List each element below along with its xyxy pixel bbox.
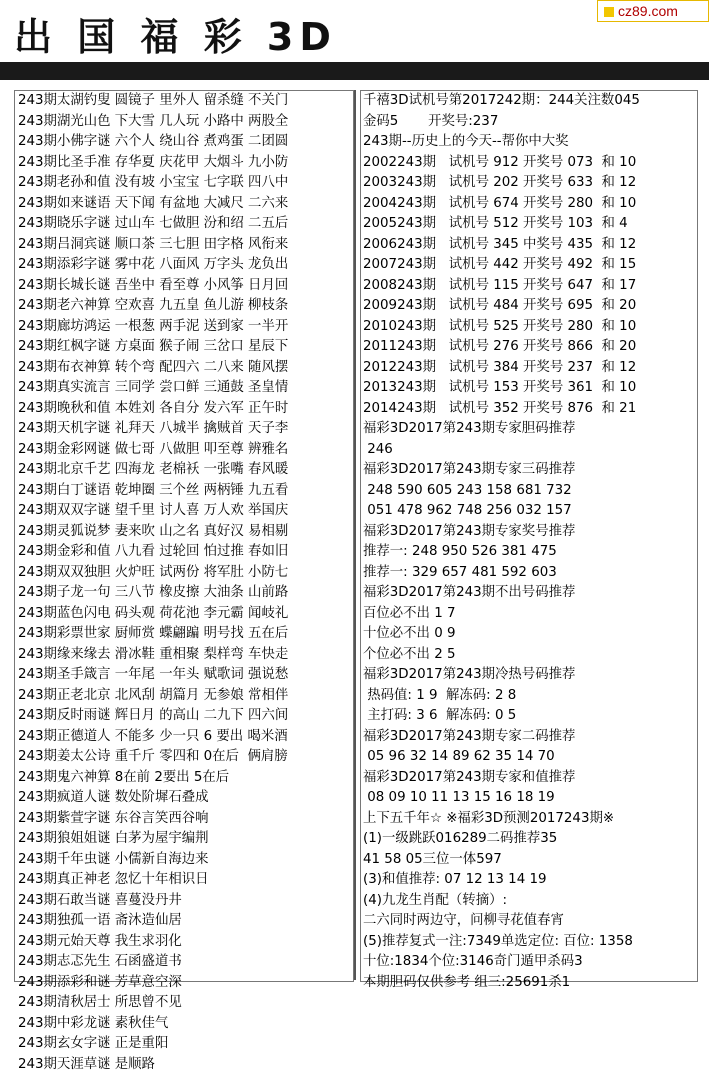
- riddle-line: 243期金彩和值 八九看 过轮回 怕过推 春如旧: [15, 542, 353, 563]
- riddle-line: 243期灵狐说梦 妻来吹 山之名 真好汉 易相剔: [15, 522, 353, 543]
- prediction-line: 2007243期 试机号 442 开奖号 492 和 15: [361, 255, 697, 276]
- prediction-line: 福彩3D2017第243期专家和值推荐: [361, 768, 697, 789]
- riddle-line: 243期天机字谜 礼拜天 八城半 擒贼首 天子李: [15, 419, 353, 440]
- prediction-line: 2004243期 试机号 674 开奖号 280 和 10: [361, 194, 697, 215]
- prediction-line: 福彩3D2017第243期专家奖号推荐: [361, 522, 697, 543]
- riddle-line: 243期彩票世家 厨师赏 蝶翩蹁 明号找 五在后: [15, 624, 353, 645]
- prediction-line: 08 09 10 11 13 15 16 18 19: [361, 788, 697, 809]
- riddle-line: 243期元始天尊 我生求羽化: [15, 932, 353, 953]
- logo-square-icon: [604, 7, 614, 17]
- prediction-line: 2010243期 试机号 525 开奖号 280 和 10: [361, 317, 697, 338]
- riddle-line: 243期双双字谜 望千里 讨人喜 万人欢 举国庆: [15, 501, 353, 522]
- riddle-line: 243期子龙一句 三八节 橡皮擦 大油条 山前路: [15, 583, 353, 604]
- prediction-panel: [360, 90, 698, 982]
- prediction-line: 福彩3D2017第243期专家胆码推荐: [361, 419, 697, 440]
- watermark-text: cz89.com: [618, 3, 678, 19]
- riddle-line: 243期真正神老 忽忆十年相识日: [15, 870, 353, 891]
- prediction-line: 推荐一: 329 657 481 592 603: [361, 563, 697, 584]
- riddle-line: 243期圣手箴言 一年尾 一年头 赋歌词 强说愁: [15, 665, 353, 686]
- prediction-line: 主打码: 3 6 解冻码: 0 5: [361, 706, 697, 727]
- column-divider: [354, 90, 356, 980]
- prediction-line: 福彩3D2017第243期冷热号码推荐: [361, 665, 697, 686]
- riddle-list-panel: [14, 90, 354, 982]
- riddle-line: 243期中彩龙谜 素秋佳气: [15, 1014, 353, 1035]
- riddle-line: 243期布衣神算 转个弯 配四六 二八来 随风摆: [15, 358, 353, 379]
- riddle-line: 243期小佛字谜 六个人 绕山谷 煮鸡蛋 二团圆: [15, 132, 353, 153]
- riddle-line: 243期蓝色闪电 码头观 荷花池 李元霸 闻岐礼: [15, 604, 353, 625]
- riddle-line: 243期晓乐字谜 过山车 七做胆 汾和绍 二五后: [15, 214, 353, 235]
- page-title: 出 国 福 彩 3D: [14, 14, 337, 60]
- prediction-line: 2013243期 试机号 153 开奖号 361 和 10: [361, 378, 697, 399]
- riddle-line: 243期清秋居士 所思曾不见: [15, 993, 353, 1014]
- prediction-line: 243期--历史上的今天--帮你中大奖: [361, 132, 697, 153]
- prediction-line: 金码5 开奖号:237: [361, 112, 697, 133]
- prediction-line: 2008243期 试机号 115 开奖号 647 和 17: [361, 276, 697, 297]
- riddle-line: 243期正老北京 北风刮 胡篇月 无参娘 常相伴: [15, 686, 353, 707]
- prediction-line: 248 590 605 243 158 681 732: [361, 481, 697, 502]
- riddle-line: 243期湖光山色 下大雪 几人玩 小路中 两股全: [15, 112, 353, 133]
- header-divider: [0, 62, 709, 80]
- riddle-line: 243期红枫字谜 方桌面 猴子闹 三岔口 星辰下: [15, 337, 353, 358]
- prediction-line: 十位:1834个位:3146奇门遁甲杀码3: [361, 952, 697, 973]
- riddle-line: 243期如来谜语 天下闻 有盆地 大减尺 二六来: [15, 194, 353, 215]
- riddle-line: 243期狼姐姐谜 白茅为屋宇编荆: [15, 829, 353, 850]
- riddle-line: 243期比圣手准 存华夏 庆花甲 大烟斗 九小防: [15, 153, 353, 174]
- riddle-line: 243期正德道人 不能多 少一只 6 要出 喝米酒: [15, 727, 353, 748]
- prediction-line: 2012243期 试机号 384 开奖号 237 和 12: [361, 358, 697, 379]
- prediction-line: 二六同时两边守，问柳寻花值春宵: [361, 911, 697, 932]
- riddle-line: 243期吕洞宾谜 顺口茶 三七胆 田字格 风衔来: [15, 235, 353, 256]
- riddle-line: 243期姜太公诗 重千斤 零四和 0在后 俩肩膀: [15, 747, 353, 768]
- prediction-line: 2002243期 试机号 912 开奖号 073 和 10: [361, 153, 697, 174]
- riddle-line: 243期玄女字谜 正是重阳: [15, 1034, 353, 1055]
- riddle-line: 243期晚秋和值 本姓刘 各自分 发六军 正午时: [15, 399, 353, 420]
- prediction-line: (1)一级跳跃016289二码推荐35: [361, 829, 697, 850]
- riddle-line: 243期天涯草谜 是顺路: [15, 1055, 353, 1075]
- riddle-line: 243期紫萱字谜 东谷言笑西谷响: [15, 809, 353, 830]
- riddle-line: 243期双双独胆 火炉旺 试两份 将军肚 小防七: [15, 563, 353, 584]
- prediction-line: 2014243期 试机号 352 开奖号 876 和 21: [361, 399, 697, 420]
- riddle-line: 243期太湖钓叟 圆镜子 里外人 留杀缝 不关门: [15, 91, 353, 112]
- prediction-line: 2006243期 试机号 345 中奖号 435 和 12: [361, 235, 697, 256]
- prediction-line: (5)推荐复式一注:7349单选定位: 百位: 1358: [361, 932, 697, 953]
- prediction-line: (3)和值推荐: 07 12 13 14 19: [361, 870, 697, 891]
- prediction-line: (4)九龙生肖配（转摘）:: [361, 891, 697, 912]
- prediction-line: 上下五千年☆ ※福彩3D预测2017243期※: [361, 809, 697, 830]
- prediction-line: 千禧3D试机号第2017242期：244关注数045: [361, 91, 697, 112]
- prediction-line: 2009243期 试机号 484 开奖号 695 和 20: [361, 296, 697, 317]
- riddle-line: 243期添彩和谜 芳草意空深: [15, 973, 353, 994]
- riddle-line: 243期志忑先生 石函盛道书: [15, 952, 353, 973]
- riddle-line: 243期老孙和值 没有坡 小宝宝 七字联 四八中: [15, 173, 353, 194]
- riddle-line: 243期鬼六神算 8在前 2要出 5在后: [15, 768, 353, 789]
- riddle-line: 243期石敢当谜 喜蔓没丹井: [15, 891, 353, 912]
- prediction-line: 推荐一: 248 950 526 381 475: [361, 542, 697, 563]
- prediction-line: 福彩3D2017第243期不出号码推荐: [361, 583, 697, 604]
- prediction-line: 个位必不出 2 5: [361, 645, 697, 666]
- prediction-line: 福彩3D2017第243期专家二码推荐: [361, 727, 697, 748]
- riddle-line: 243期真实流言 三同学 尝口鲜 三通鼓 圣皇情: [15, 378, 353, 399]
- riddle-line: 243期独孤一语 斋沐造仙居: [15, 911, 353, 932]
- prediction-line: 百位必不出 1 7: [361, 604, 697, 625]
- riddle-line: 243期北京千艺 四海龙 老棉袄 一张嘴 春风暖: [15, 460, 353, 481]
- riddle-line: 243期白丁谜语 乾坤圈 三个丝 两柄锤 九五看: [15, 481, 353, 502]
- prediction-line: 051 478 962 748 256 032 157: [361, 501, 697, 522]
- prediction-line: 2005243期 试机号 512 开奖号 103 和 4: [361, 214, 697, 235]
- prediction-line: 05 96 32 14 89 62 35 14 70: [361, 747, 697, 768]
- riddle-line: 243期老六神算 空欢喜 九五皇 鱼儿游 柳枝条: [15, 296, 353, 317]
- prediction-line: 本期胆码仅供参考 组三:25691杀1: [361, 973, 697, 994]
- riddle-line: 243期廊坊鸿运 一根葱 两手泥 送到家 一半开: [15, 317, 353, 338]
- site-watermark: [597, 0, 709, 22]
- prediction-line: 福彩3D2017第243期专家三码推荐: [361, 460, 697, 481]
- prediction-line: 十位必不出 0 9: [361, 624, 697, 645]
- riddle-line: 243期千年虫谜 小儒新自海边来: [15, 850, 353, 871]
- prediction-line: 2011243期 试机号 276 开奖号 866 和 20: [361, 337, 697, 358]
- prediction-line: 热码值: 1 9 解冻码: 2 8: [361, 686, 697, 707]
- riddle-line: 243期长城长谜 吾坐中 看至尊 小风筝 日月回: [15, 276, 353, 297]
- prediction-line: 246: [361, 440, 697, 461]
- riddle-line: 243期反时雨谜 辉日月 的高山 二九下 四六间: [15, 706, 353, 727]
- riddle-line: 243期添彩字谜 雾中花 八面风 万字头 龙负出: [15, 255, 353, 276]
- riddle-line: 243期金彩网谜 做七哥 八做胆 叩至尊 辨雅名: [15, 440, 353, 461]
- prediction-line: 2003243期 试机号 202 开奖号 633 和 12: [361, 173, 697, 194]
- prediction-line: 41 58 05三位一体597: [361, 850, 697, 871]
- riddle-line: 243期缘来缘去 滑冰鞋 重相聚 梨样弯 车快走: [15, 645, 353, 666]
- riddle-line: 243期疯道人谜 数处阶墀石叠成: [15, 788, 353, 809]
